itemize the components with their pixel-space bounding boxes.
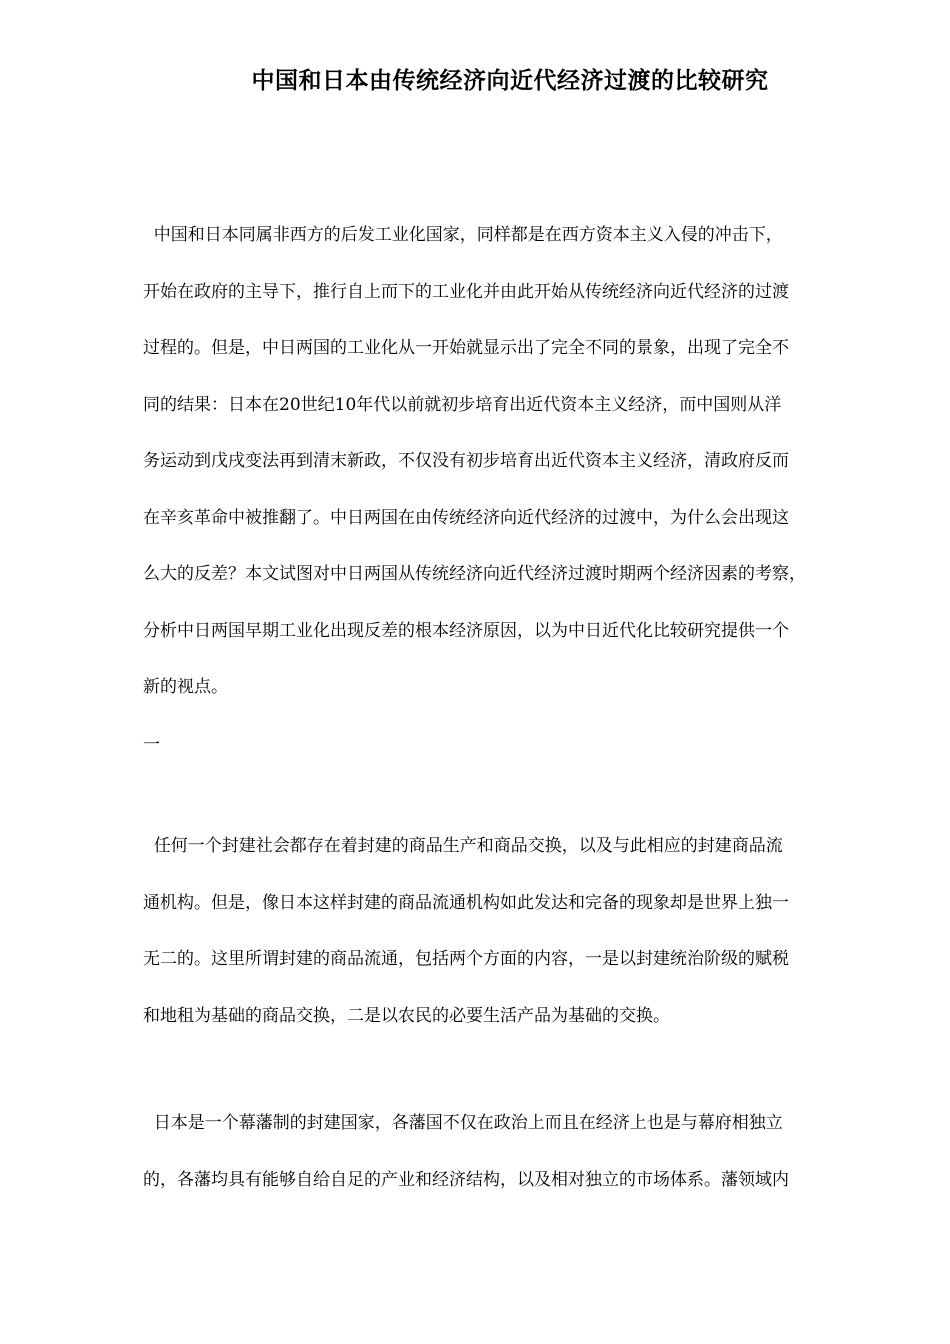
text-line: 分析中日两国早期工业化出现反差的根本经济原因，以为中日近代化比较研究提供一个 [143, 620, 789, 641]
text-line: 通机构。但是，像日本这样封建的商品流通机构如此发达和完备的现象却是世界上独一 [143, 892, 789, 913]
text-line: 开始在政府的主导下，推行自上而下的工业化并由此开始从传统经济向近代经济的过渡 [143, 281, 789, 302]
paragraph-commerce [143, 818, 883, 1044]
text-line: 中国和日本同属非西方的后发工业化国家，同样都是在西方资本主义入侵的冲击下， [143, 225, 783, 245]
section-marker: 一 [143, 735, 160, 755]
text-line: 么大的反差？本文试图对中日两国从传统经济向近代经济过渡时期两个经济因素的考察， [143, 564, 806, 584]
paragraph-intro [143, 207, 883, 716]
text-line: 同的结果：日本在20世纪10年代以前就初步培育出近代资本主义经济，而中国则从洋 [143, 394, 782, 415]
text-line: 任何一个封建社会都存在着封建的商品生产和商品交换，以及与此相应的封建商品流 [143, 836, 783, 856]
text-line: 和地租为基础的商品交换，二是以农民的必要生活产品为基础的交换。 [143, 1005, 670, 1026]
text-line: 在辛亥革命中被推翻了。中日两国在由传统经济向近代经济的过渡中，为什么会出现这 [143, 507, 789, 528]
text-line: 日本是一个幕藩制的封建国家，各藩国不仅在政治上而且在经济上也是与幕府相独立 [143, 1113, 783, 1133]
paragraph-bakuhan [143, 1095, 883, 1208]
document-title: 中国和日本由传统经济向近代经济过渡的比较研究 [251, 67, 769, 94]
text-line: 无二的。这里所谓封建的商品流通，包括两个方面的内容，一是以封建统治阶级的赋税 [143, 949, 789, 969]
text-line: 务运动到戊戌变法再到清末新政，不仅没有初步培育出近代资本主义经济，清政府反而 [143, 451, 789, 471]
text-line: 过程的。但是，中日两国的工业化从一开始就显示出了完全不同的景象，出现了完全不 [143, 338, 789, 358]
text-line: 的，各藩均具有能够自给自足的产业和经济结构，以及相对独立的市场体系。藩领域内 [143, 1169, 789, 1190]
text-line: 新的视点。 [143, 677, 228, 697]
